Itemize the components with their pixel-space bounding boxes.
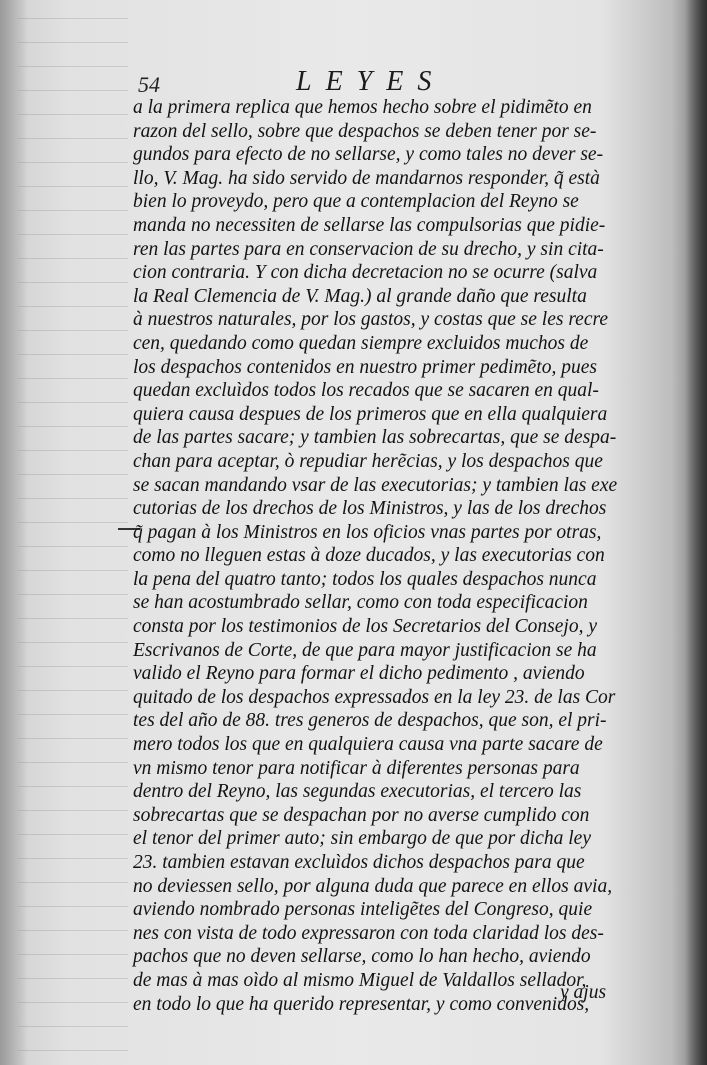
text-line: la Real Clemencia de V. Mag.) al grande daño que resulta [133, 285, 587, 307]
text-line: llo, V. Mag. ha sido servido de mandarnos responder, q̃ està [133, 167, 600, 189]
text-line: la pena del quatro tanto; todos los quales despachos nunca [133, 568, 597, 590]
text-line: quitado de los despachos expressados en la ley 23. de las Cor [133, 686, 616, 708]
text-line: razon del sello, sobre que despachos se deben tener por se- [133, 120, 597, 142]
text-line: los despachos contenidos en nuestro primer pedimẽto, pues [133, 356, 597, 378]
text-line: tes del año de 88. tres generos de despachos, que son, el pri- [133, 710, 607, 732]
page-header [138, 66, 618, 100]
text-line: no deviessen sello, por alguna duda que parece en ellos avia, [133, 875, 613, 897]
text-line: a la primera replica que hemos hecho sobre el pidimẽto en [133, 97, 592, 118]
text-line: se han acostumbrado sellar, como con toda especificacion [133, 592, 588, 614]
text-line: sobrecartas que se despachan por no averse cumplido con [133, 804, 590, 826]
text-line: dentro del Reyno, las segundas executorias, el tercero las [133, 781, 582, 803]
running-head: LEYES [296, 66, 446, 97]
text-line: en todo lo que ha querido representar, y como convenidos, [133, 993, 590, 1015]
text-line: cion contraria. Y con dicha decretacion no se ocurre (salva [133, 262, 598, 284]
text-line: mero todos los que en qualquiera causa vna parte sacare de [133, 734, 603, 756]
page-number: 54 [138, 72, 160, 97]
text-line: gundos para efecto de no sellarse, y como tales no dever se- [133, 144, 604, 166]
text-line: valido el Reyno para formar el dicho pedimento , aviendo [133, 663, 585, 685]
text-line: q̃ pagan à los Ministros en los oficios vnas partes por otras, [133, 521, 602, 543]
text-line: de mas à mas oìdo al mismo Miguel de Valdallos sellador, [133, 969, 587, 991]
text-line: de las partes sacare; y tambien las sobrecartas, que se despa- [133, 427, 617, 449]
text-line: se sacan mandando vsar de las executorias; y tambien las exe [133, 474, 618, 496]
text-line: aviendo nombrado personas inteligẽtes del Congreso, quie [133, 899, 593, 921]
text-line: ren las partes para en conservacion de su drecho, y sin cita- [133, 238, 604, 260]
text-line: chan para aceptar, ò repudiar herẽcias, y los despachos que [133, 450, 603, 472]
text-line: nes con vista de todo expressaron con toda claridad los des- [133, 922, 604, 944]
text-line: el tenor del primer auto; sin embargo de que por dicha ley [133, 828, 591, 850]
text-line: manda no necessiten de sellarse las compulsorias que pidie- [133, 214, 606, 236]
text-line: pachos que no deven sellarse, como lo han hecho, aviendo [133, 946, 591, 968]
gutter-shadow [0, 0, 28, 1065]
text-line: Escrivanos de Corte, de que para mayor justificacion se ha [133, 639, 597, 661]
text-line: à nuestros naturales, por los gastos, y costas que se les recre [133, 309, 609, 331]
body-text [133, 96, 631, 1016]
text-line: quedan excluìdos todos los recados que se sacaren en qual- [133, 380, 599, 402]
text-line: cen, quedando como quedan siempre excluidos muchos de [133, 332, 589, 354]
text-line: vn mismo tenor para notificar à diferentes personas para [133, 757, 580, 779]
show-through-texture [18, 0, 128, 1065]
page-edge-shadow [685, 0, 707, 1065]
text-line: cutorias de los drechos de los Ministros, y las de los drechos [133, 498, 607, 520]
text-line: como no lleguen estas à doze ducados, y las executorias con [133, 545, 605, 567]
text-line: quiera causa despues de los primeros que en ella qualquiera [133, 403, 608, 425]
text-line: consta por los testimonios de los Secretarios del Consejo, y [133, 616, 597, 638]
catchword: y ajus [560, 982, 607, 1003]
text-line: 23. tambien estavan excluìdos dichos despachos para que [133, 852, 585, 873]
text-line: bien lo proveydo, pero que a contemplacion del Reyno se [133, 191, 579, 213]
